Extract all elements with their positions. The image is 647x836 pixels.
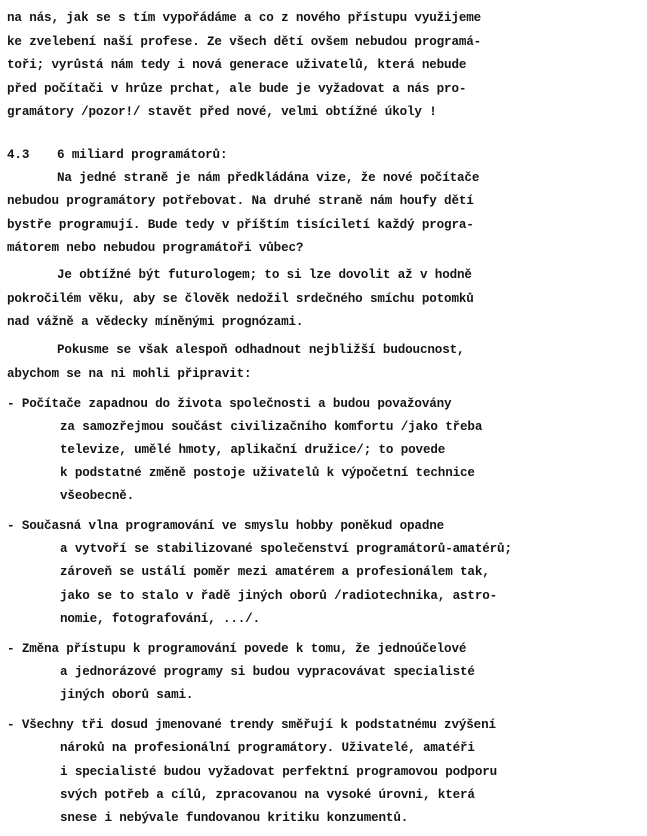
bullet-item-line: za samozřejmou součást civilizačního komfortu /jako třeba (60, 420, 483, 434)
bullet-item-line: a vytvoří se stabilizované společenství programátorů-amatérů; (60, 542, 512, 556)
intro-line: gramátory /pozor!/ stavět před nové, velmi obtížné úkoly ! (7, 105, 437, 119)
bullet-item-line: nároků na profesionální programátory. Uživatelé, amatéři (60, 741, 475, 755)
paragraph-line: Je obtížné být futurologem; to si lze dovolit až v hodně (57, 268, 472, 282)
bullet-item-line: a jednorázové programy si budou vypracovávat specialisté (60, 665, 475, 679)
paragraph-line: bystře programují. Bude tedy v příštím tisíciletí každý progra- (7, 218, 474, 232)
intro-line: před počítači v hrůze prchat, ale bude je vyžadovat a nás pro- (7, 82, 467, 96)
bullet-item-line: svých potřeb a cílů, zpracovanou na vysoké úrovni, která (60, 788, 475, 802)
bullet-item-line: - Změna přístupu k programování povede k tomu, že jednoúčelové (7, 642, 467, 656)
bullet-item-line: nomie, fotografování, .../. (60, 612, 261, 626)
bullet-item-line: jiných oborů sami. (60, 688, 194, 702)
paragraph-line: mátorem nebo nebudou programátoři vůbec? (7, 241, 304, 255)
bullet-item-line: - Všechny tři dosud jmenované trendy směřují k podstatnému zvýšení (7, 718, 496, 732)
intro-line: toři; vyrůstá nám tedy i nová generace uživatelů, která nebude (7, 58, 467, 72)
paragraph-line: Na jedné straně je nám předkládána vize, že nové počítače (57, 171, 480, 185)
intro-line: na nás, jak se s tím vypořádáme a co z nového přístupu využijeme (7, 11, 482, 25)
paragraph-line: abychom se na ni mohli připravit: (7, 367, 252, 381)
paragraph-line: pokročilém věku, aby se člověk nedožil srdečného smíchu potomků (7, 292, 474, 306)
bullet-item-line: všeobecně. (60, 489, 135, 503)
paragraph-line: Pokusme se však alespoň odhadnout nejbližší budoucnost, (57, 343, 465, 357)
bullet-item-line: k podstatné změně postoje uživatelů k výpočetní technice (60, 466, 475, 480)
bullet-item-line: snese i nebývale fundovanou kritiku konzumentů. (60, 811, 409, 825)
section-title: 6 miliard programátorů: (57, 148, 228, 162)
intro-line: ke zvelebení naší profese. Ze všech dětí ovšem nebudou programá- (7, 35, 482, 49)
bullet-item-line: - Počítače zapadnou do života společnosti a budou považovány (7, 397, 452, 411)
paragraph-line: nebudou programátory potřebovat. Na druhé straně nám houfy dětí (7, 194, 474, 208)
bullet-item-line: i specialisté budou vyžadovat perfektní programovou podporu (60, 765, 498, 779)
bullet-item-line: - Současná vlna programování ve smyslu hobby poněkud opadne (7, 519, 445, 533)
paragraph-line: nad vážně a vědecky míněnými prognózami. (7, 315, 304, 329)
bullet-item-line: televize, umělé hmoty, aplikační družice/; to povede (60, 443, 446, 457)
bullet-item-line: zároveň se ustálí poměr mezi amatérem a profesionálem tak, (60, 565, 490, 579)
section-number: 4.3 (7, 148, 30, 162)
bullet-item-line: jako se to stalo v řadě jiných oborů /radiotechnika, astro- (60, 589, 498, 603)
